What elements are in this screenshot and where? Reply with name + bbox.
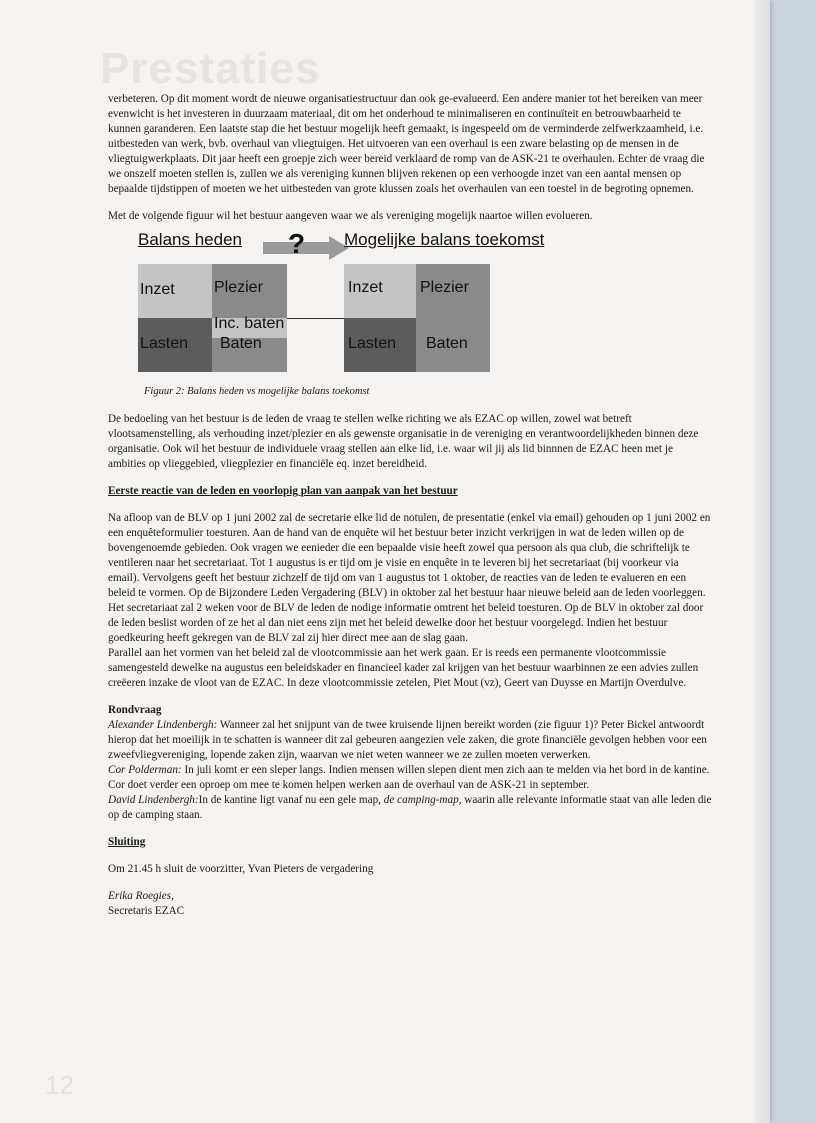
- left-plezier-label: Plezier: [214, 279, 263, 296]
- rondvraag-item: [108, 793, 712, 823]
- paragraph-intention: De bedoeling van het bestuur is de leden de vraag te stellen welke richting we als EZAC op willen, zowel wat betreft vlootsamenstelling, als verhouding inzet/plezier en als gewenste organisatie in de vereniging en verantwoordelijkheden binnen deze organisatie. Ook wil het bestuur de individuele vraag stellen aan elke lid, i.e. waar wil jij als lid binnnen de EZAC heen met je ambities op vlieggebied, vliegplezier en financiële eq. inzet bereidheid.: [108, 413, 699, 470]
- section-title-sluiting: Sluiting: [108, 836, 146, 848]
- paragraph-plan: Na afloop van de BLV op 1 juni 2002 zal de secretarie elke lid de notulen, de presentatie (enkel via email) gehouden op 1 juni 2002 en een enquêteformulier toesturen. Aan de hand van de enquête wil het bestuur beter inzicht verkrijgen in wat de leden willen op de bovengenoemde gebieden. Ook vragen we eenieder die een bepaalde visie heeft zowel qua persoon als qua club, die schriftelijk te ventileren naar het secretariaat. Tot 1 augustus is er tijd om je visie en enquête in te leveren bij het secretariaat (bij voorkeur via email). Vervolgens geeft het bestuur zichzelf de tijd om van 1 augustus tot 1 oktober, de reacties van de leden te evalueren en een beleid te vormen. Op de Bijzondere Leden Vergadering (BLV) in oktober zal het bestuur haar nieuwe beleid aan de leden voorleggen. Het secretariaat zal 2 weken voor de BLV de leden de nodige informatie omtrent het beleid toesturen. Op de BLV in oktober zal door de leden beslist worden of ze het al dan niet eens zijn met het beleid dewelke door het bestuur voorgelegd. Indien het bestuur goedkeuring heeft gekregen van de BLV zal zij hier direct mee aan de slag gaan.: [108, 512, 711, 644]
- right-baten-label: Baten: [426, 335, 468, 352]
- closing-text: Om 21.45 h sluit de voorzitter, Yvan Pieters de vergadering: [108, 863, 374, 875]
- figure-question-mark: ?: [288, 228, 306, 259]
- page-edge: [755, 0, 770, 1123]
- speaker-name: Alexander Lindenbergh:: [108, 719, 218, 731]
- figure-caption: Figuur 2: Balans heden vs mogelijke balans toekomst: [144, 386, 370, 397]
- background-title: Prestaties: [100, 44, 321, 93]
- rondvraag-item: [108, 718, 712, 763]
- signature-role: Secretaris EZAC: [108, 905, 185, 917]
- document-body: [108, 92, 712, 919]
- rondvraag-text: In juli komt er een sleper langs. Indien mensen willen slepen dient men zich aan te melden via het bord in de kantine. Cor doet verder een oproep om mee te komen helpen werken aan de overhaul van de ASK-21 in september.: [108, 764, 710, 791]
- figure-left-title: Balans heden: [138, 230, 242, 249]
- paragraph-figure-intro: Met de volgende figuur wil het bestuur aangeven waar we als vereniging mogelijk naartoe willen evolueren.: [108, 210, 593, 222]
- rondvraag-italic: de camping-map,: [383, 794, 462, 806]
- left-inzet-label: Inzet: [140, 281, 175, 298]
- rondvraag-text: Wanneer zal het snijpunt van de twee kruisende lijnen bereikt worden (zie figuur 1)? Peter Bickel antwoordt hierop dat het moeilijk in te schatten is wanneer dit zal gebeuren aangezien vele zaken, die grote financiële gevolgen hebben voor een zweefvliegvereniging, lopende zaken zijn, waarvan we niet weten wanneer we ze zullen moeten verwerken.: [108, 719, 707, 761]
- rondvraag-item: [108, 763, 712, 793]
- rondvraag-text-end: waarin alle relevante informatie staat van alle leden die op de camping staan.: [108, 794, 712, 821]
- paragraph-fleet: Parallel aan het vormen van het beleid zal de vlootcommissie aan het werk gaan. Er is reeds een permanente vlootcommissie samengesteld dewelke na augustus een beleidskader en financieel kader zal krijgen van het bestuur waarbinnen ze een advies zullen creëeren inzake de vloot van de EZAC. In deze vlootcommissie zetelen, Piet Mout (vz), Geert van Duysse en Martijn Overdulve.: [108, 647, 699, 689]
- balance-figure: [108, 230, 712, 400]
- arrow-icon: [263, 228, 349, 260]
- left-baten-label: Baten: [220, 335, 262, 352]
- page-number: 12: [45, 1070, 74, 1100]
- right-plezier-label: Plezier: [420, 279, 469, 296]
- figure-right-title: Mogelijke balans toekomst: [344, 230, 545, 249]
- section-title-rondvraag: Rondvraag: [108, 704, 162, 716]
- section-title-reaction: Eerste reactie van de leden en voorlopig plan van aanpak van het bestuur: [108, 485, 458, 497]
- right-inzet-label: Inzet: [348, 279, 383, 296]
- right-lasten-label: Lasten: [348, 335, 397, 352]
- signature-name: Erika Roegies,: [108, 890, 174, 902]
- left-inc-baten-label: Inc. baten: [214, 315, 285, 332]
- rondvraag-text: In de kantine ligt vanaf nu een gele map,: [198, 794, 384, 806]
- paragraph-intro: verbeteren. Op dit moment wordt de nieuwe organisatiestructuur dan ook ge-evalueerd. Een andere manier tot het bereiken van meer evenwicht is het investeren in duurzaam materiaal, dit om het onderhoud te minimaliseren en continuïteit en betrouwbaarheid te kunnen garanderen. Een laatste stap die het bestuur mogelijk heeft gemaakt, is ingespeeld om de verminderde zelfwerkzaamheid, i.e. uitbesteden van werk, bvb. overhaul van vliegtuigen. Het uitvoeren van een overhaul is een zware belasting op de mensen in de vliegtuigwerkplaats. Dit jaar heeft een groepje zich weer bereid verklaard de romp van de ASK-21 te overhaulen. Echter de vraag die we onszelf moeten stellen is, zullen we als vereniging kunnen blijven rekenen op een verhoogde inzet van een aantal mensen op bepaalde tijdstippen of moeten we het uitbesteden van grote klussen zoals het overhaulen van een toestel in de begroting opnemen.: [108, 93, 705, 195]
- speaker-name: Cor Polderman:: [108, 764, 182, 776]
- left-lasten-label: Lasten: [140, 335, 189, 352]
- speaker-name: David Lindenbergh:: [108, 794, 199, 806]
